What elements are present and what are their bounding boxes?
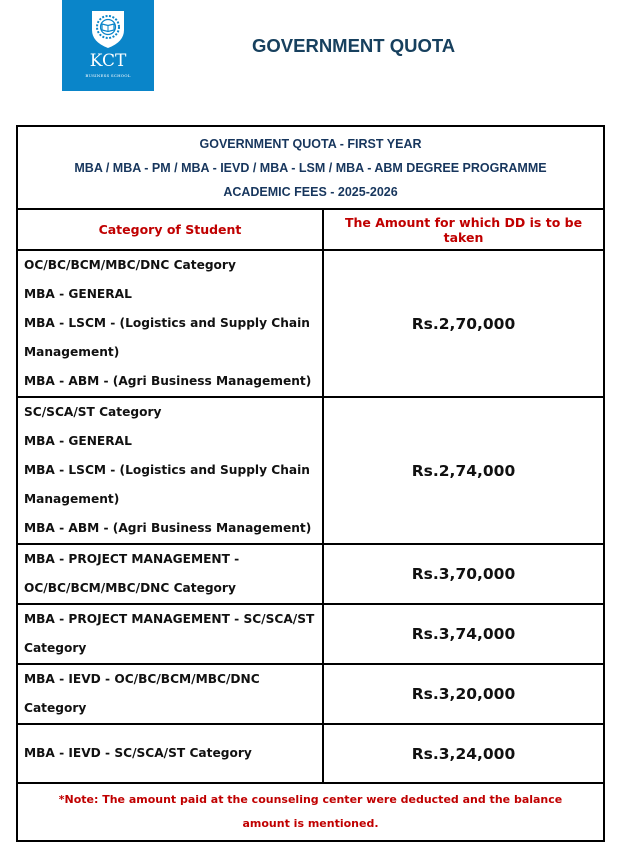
table-row: [17, 250, 604, 397]
amount-cell: Rs.3,20,000: [323, 664, 604, 724]
table-row: [17, 664, 604, 724]
category-line: SC/SCA/ST Category: [24, 405, 162, 419]
category-line: MBA - IEVD - OC/BC/BCM/MBC/DNC: [24, 672, 260, 686]
category-line: Category: [24, 641, 87, 655]
amount-cell: Rs.3,24,000: [323, 724, 604, 783]
table-row: [17, 397, 604, 544]
category-cell: [17, 724, 323, 783]
category-line: MBA - ABM - (Agri Business Management): [24, 521, 312, 535]
category-line: Management): [24, 345, 120, 359]
shield-book-icon: [88, 8, 128, 50]
note-text: *Note: The amount paid at the counseling center were deducted and the balance amount is mentioned.: [17, 783, 604, 841]
category-line: Management): [24, 492, 120, 506]
logo-text: KCT: [89, 51, 127, 71]
category-line: Category: [24, 701, 87, 715]
category-cell: [17, 604, 323, 664]
table-title-line: MBA / MBA - PM / MBA - IEVD / MBA - LSM / MBA - ABM DEGREE PROGRAMME: [74, 160, 547, 175]
category-line: MBA - ABM - (Agri Business Management): [24, 374, 312, 388]
category-line: MBA - IEVD - SC/SCA/ST Category: [24, 746, 252, 760]
category-line: MBA - LSCM - (Logistics and Supply Chain: [24, 316, 310, 330]
category-line: MBA - LSCM - (Logistics and Supply Chain: [24, 463, 310, 477]
amount-cell: Rs.3,70,000: [323, 544, 604, 604]
table-row: [17, 544, 604, 604]
category-line: MBA - GENERAL: [24, 287, 132, 301]
table-row: [17, 724, 604, 783]
table-title-line: ACADEMIC FEES - 2025-2026: [223, 184, 398, 199]
table-title: [17, 126, 604, 209]
column-header-row: [17, 209, 604, 250]
amount-cell: Rs.2,74,000: [323, 397, 604, 544]
category-line: MBA - PROJECT MANAGEMENT -: [24, 552, 240, 566]
column-header-amount: The Amount for which DD is to be taken: [323, 209, 604, 250]
category-line: OC/BC/BCM/MBC/DNC Category: [24, 581, 236, 595]
kct-logo: [62, 0, 154, 91]
amount-cell: Rs.3,74,000: [323, 604, 604, 664]
category-line: MBA - GENERAL: [24, 434, 132, 448]
category-cell: [17, 250, 323, 397]
category-line: MBA - PROJECT MANAGEMENT - SC/SCA/ST: [24, 612, 315, 626]
fees-table: [16, 125, 605, 842]
table-row: [17, 604, 604, 664]
amount-cell: Rs.2,70,000: [323, 250, 604, 397]
page-title: GOVERNMENT QUOTA: [252, 35, 456, 56]
table-title-line: GOVERNMENT QUOTA - FIRST YEAR: [199, 136, 422, 151]
logo-subtext: BUSINESS SCHOOL: [85, 73, 131, 78]
category-cell: [17, 397, 323, 544]
category-cell: [17, 544, 323, 604]
column-header-category: Category of Student: [17, 209, 323, 250]
category-line: OC/BC/BCM/MBC/DNC Category: [24, 258, 236, 272]
category-cell: [17, 664, 323, 724]
note-row: [17, 783, 604, 841]
